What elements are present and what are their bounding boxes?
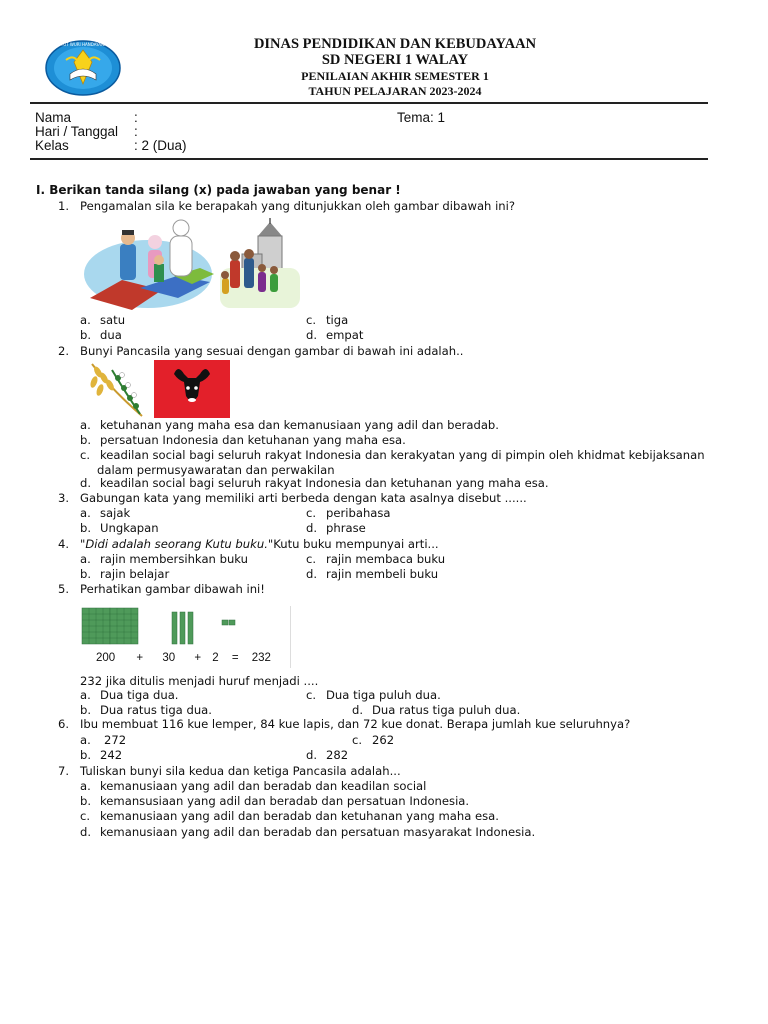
- kelas-value: : 2 (Dua): [134, 138, 187, 153]
- option-letter: c.: [306, 688, 317, 702]
- nama-label: Nama: [35, 110, 72, 125]
- question-7-option-b[interactable]: [80, 794, 469, 809]
- question-6-option-d[interactable]: [306, 748, 348, 763]
- question-2-text: Bunyi Pancasila yang sesuai dengan gambar di bawah ini adalah..: [80, 344, 464, 358]
- option-letter: b.: [80, 328, 92, 342]
- option-text: Dua ratus tiga puluh dua.: [372, 703, 521, 717]
- question-4-prompt: Kutu buku mempunyai arti...: [273, 537, 439, 551]
- option-text: satu: [100, 313, 126, 327]
- tema-label: Tema: [397, 110, 431, 125]
- option-text: keadilan social bagi seluruh rakyat Indonesia dan ketuhanan yang maha esa.: [100, 476, 549, 490]
- option-text: rajin membaca buku: [326, 552, 446, 566]
- question-3-number: 3.: [58, 491, 70, 505]
- question-1-text: Pengamalan sila ke berapakah yang ditunjukkan oleh gambar dibawah ini?: [80, 199, 516, 213]
- question-2-option-c-continuation: dalam permusyawaratan dan perwakilan: [97, 463, 335, 477]
- section-title: [36, 183, 401, 198]
- option-text: 272: [104, 733, 127, 747]
- question-7-option-c[interactable]: [80, 809, 499, 824]
- option-text: ketuhanan yang maha esa dan kemanusiaan yang adil dan beradab.: [100, 418, 499, 432]
- option-letter: b.: [80, 521, 92, 535]
- kelas-label: Kelas: [35, 138, 69, 153]
- option-text: keadilan social bagi seluruh rakyat Indonesia dan kerakyatan yang di pimpin oleh khidmat kebijaksanan: [100, 448, 705, 462]
- question-7-number: 7.: [58, 764, 70, 778]
- logo-caption: TUT WURI HANDAYANI: [60, 42, 106, 47]
- question-7-text: Tuliskan bunyi sila kedua dan ketiga Pancasila adalah...: [80, 764, 401, 778]
- question-3-option-b[interactable]: [80, 521, 159, 536]
- option-text: kemanusiaan yang adil dan beradab dan persatuan masyarakat Indonesia.: [100, 825, 536, 839]
- option-text: peribahasa: [326, 506, 391, 520]
- question-2-option-b[interactable]: [80, 433, 406, 448]
- question-4-number: 4.: [58, 537, 70, 551]
- question-1-option-c[interactable]: [306, 313, 348, 328]
- option-text: rajin belajar: [100, 567, 170, 581]
- header-line-1: DINAS PENDIDIKAN DAN KEBUDAYAAN: [253, 36, 537, 52]
- question-3-text: Gabungan kata yang memiliki arti berbeda dengan kata asalnya disebut ......: [80, 491, 527, 505]
- tema-value: : 1: [430, 110, 446, 125]
- section-instruction: Berikan tanda silang (x) pada jawaban yang benar !: [49, 183, 401, 197]
- option-letter: a.: [80, 313, 91, 327]
- option-text: kemansusiaan yang adil dan beradab dan persatuan Indonesia.: [100, 794, 470, 808]
- option-text: sajak: [100, 506, 131, 520]
- question-3-option-c[interactable]: [306, 506, 391, 521]
- option-text: Ungkapan: [100, 521, 159, 535]
- option-letter: a.: [80, 688, 91, 702]
- option-text: kemanusiaan yang adil dan beradab dan ketuhanan yang maha esa.: [100, 809, 499, 823]
- question-4-option-a[interactable]: [80, 552, 248, 567]
- question-4-option-c[interactable]: [306, 552, 445, 567]
- question-1-option-a[interactable]: [80, 313, 125, 328]
- option-letter: d.: [352, 703, 364, 717]
- question-2-number: 2.: [58, 344, 70, 358]
- option-letter: a.: [80, 779, 91, 793]
- question-1-number: 1.: [58, 199, 70, 213]
- section-number: I.: [36, 183, 46, 197]
- equation-operator: +: [136, 652, 144, 664]
- option-letter: c.: [352, 733, 363, 747]
- option-letter: a.: [80, 733, 91, 747]
- option-letter: c.: [80, 448, 91, 462]
- option-letter: c.: [80, 809, 91, 823]
- question-6-number: 6.: [58, 717, 70, 731]
- question-5-subtext: 232 jika ditulis menjadi huruf menjadi ....: [80, 674, 319, 688]
- option-letter: c.: [306, 552, 317, 566]
- question-6-text: Ibu membuat 116 kue lemper, 84 kue lapis, dan 72 kue donat. Berapa jumlah kue seluruhnya?: [80, 717, 631, 731]
- question-4-option-d[interactable]: [306, 567, 438, 582]
- question-5-option-c[interactable]: [306, 688, 441, 703]
- header-divider-top: [30, 102, 708, 104]
- question-2-option-a[interactable]: [80, 418, 499, 433]
- question-3-option-d[interactable]: [306, 521, 366, 536]
- equation-result: 232: [251, 652, 271, 664]
- option-letter: d.: [306, 521, 318, 535]
- equation-operator: +: [194, 652, 202, 664]
- option-letter: a.: [80, 552, 91, 566]
- option-letter: a.: [80, 418, 91, 432]
- equation: [96, 652, 271, 664]
- tema-field: [397, 110, 445, 125]
- nama-colon: :: [134, 110, 138, 125]
- option-text: phrase: [326, 521, 366, 535]
- question-2-image: [82, 360, 232, 418]
- question-5-number: 5.: [58, 582, 70, 596]
- equation-operator: =: [231, 652, 239, 664]
- option-text: tiga: [326, 313, 349, 327]
- question-7-option-d[interactable]: [80, 825, 535, 840]
- base-ten-blocks-icon: [80, 606, 290, 646]
- question-7-option-a[interactable]: [80, 779, 426, 794]
- question-4-quote: "Didi adalah seorang Kutu buku.": [80, 537, 274, 551]
- question-5-option-b[interactable]: [80, 703, 212, 718]
- option-letter: d.: [306, 328, 318, 342]
- question-4-option-b[interactable]: [80, 567, 169, 582]
- option-text: Dua tiga puluh dua.: [326, 688, 441, 702]
- equation-term: 2: [212, 652, 219, 664]
- question-3-option-a[interactable]: [80, 506, 130, 521]
- option-letter: b.: [80, 748, 92, 762]
- option-text: rajin membersihkan buku: [100, 552, 248, 566]
- question-5-option-a[interactable]: [80, 688, 178, 703]
- option-letter: d.: [306, 748, 318, 762]
- question-2-option-d[interactable]: [80, 476, 549, 491]
- question-6-option-a[interactable]: [80, 733, 126, 748]
- option-text: 242: [100, 748, 123, 762]
- question-1-option-b[interactable]: [80, 328, 122, 343]
- option-letter: b.: [80, 794, 92, 808]
- question-5-text: Perhatikan gambar dibawah ini!: [80, 582, 265, 596]
- question-6-option-c[interactable]: [352, 733, 394, 748]
- option-letter: c.: [306, 506, 317, 520]
- header-line-3: PENILAIAN AKHIR SEMESTER 1: [301, 69, 489, 83]
- header-divider-bottom: [30, 158, 708, 160]
- question-5-image: [80, 606, 291, 668]
- question-1-image: [82, 218, 302, 312]
- equation-term: 30: [162, 652, 176, 664]
- option-text: Dua tiga dua.: [100, 688, 179, 702]
- hari-tanggal-colon: :: [134, 124, 138, 139]
- worship-illustration-icon: [82, 218, 302, 312]
- option-letter: b.: [80, 567, 92, 581]
- option-text: Dua ratus tiga dua.: [100, 703, 212, 717]
- option-letter: a.: [80, 506, 91, 520]
- option-text: dua: [100, 328, 122, 342]
- question-6-option-b[interactable]: [80, 748, 122, 763]
- option-letter: d.: [80, 825, 92, 839]
- option-letter: c.: [306, 313, 317, 327]
- equation-term: 200: [96, 652, 116, 664]
- option-letter: d.: [306, 567, 318, 581]
- option-letter: d.: [80, 476, 92, 490]
- header-line-2: SD NEGERI 1 WALAY: [321, 52, 469, 68]
- option-text: 262: [372, 733, 395, 747]
- option-letter: b.: [80, 433, 92, 447]
- question-4-text: [80, 537, 439, 552]
- option-text: empat: [326, 328, 364, 342]
- option-text: 282: [326, 748, 349, 762]
- question-2-option-c[interactable]: [80, 448, 705, 463]
- option-text: rajin membeli buku: [326, 567, 439, 581]
- option-text: persatuan Indonesia dan ketuhanan yang maha esa.: [100, 433, 406, 447]
- option-letter: b.: [80, 703, 92, 717]
- hari-tanggal-label: Hari / Tanggal: [35, 124, 119, 139]
- question-5-option-d[interactable]: [352, 703, 520, 718]
- header-line-4: TAHUN PELAJARAN 2023-2024: [308, 84, 482, 98]
- option-text: kemanusiaan yang adil dan beradab dan keadilan social: [100, 779, 427, 793]
- padi-kapas-banteng-icon: [82, 360, 232, 418]
- question-1-option-d[interactable]: [306, 328, 363, 343]
